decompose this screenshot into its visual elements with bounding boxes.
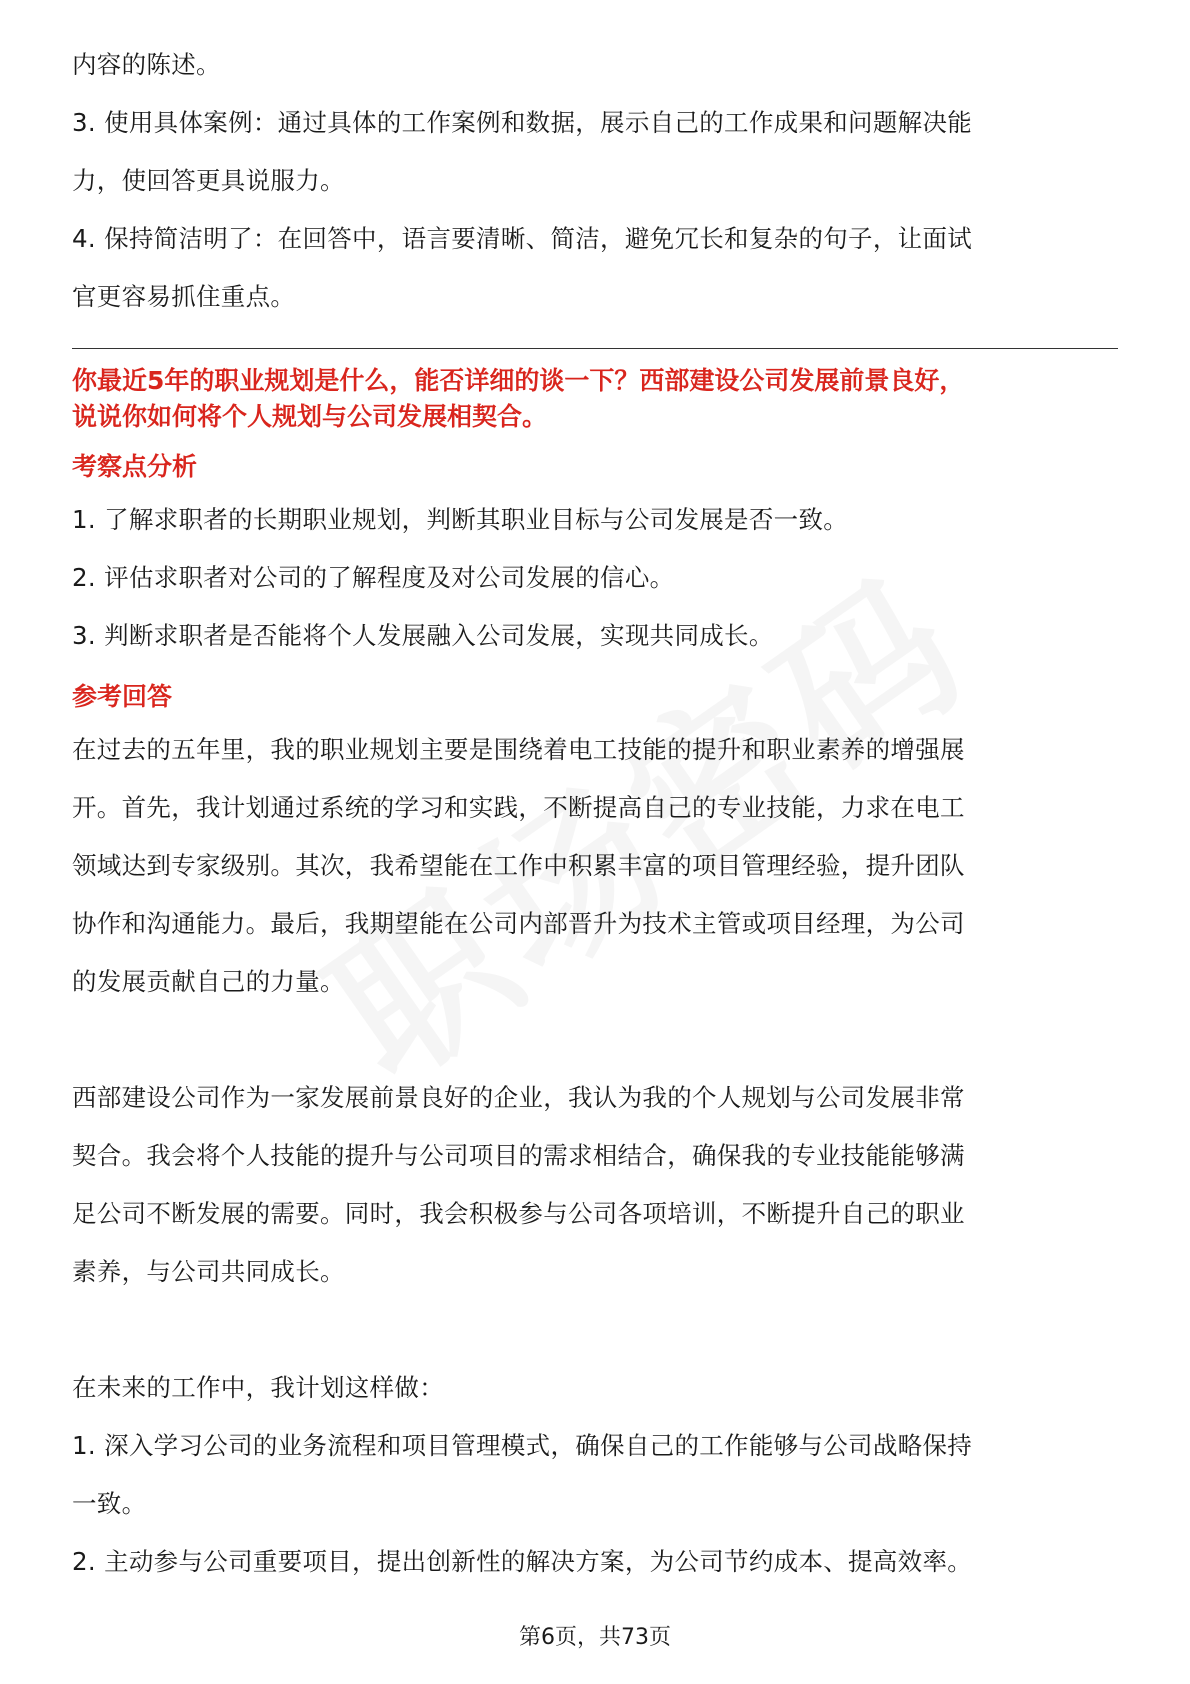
question-line: 说说你如何将个人规划与公司发展相契合。 [72, 402, 548, 431]
text-line: 3. 使用具体案例：通过具体的工作案例和数据，展示自己的工作成果和问题解决能 [72, 108, 973, 137]
text-line: 4. 保持简洁明了：在回答中，语言要清晰、简洁，避免冗长和复杂的句子，让面试 [72, 224, 973, 253]
answer-line: 开。首先，我计划通过系统的学习和实践，不断提高自己的专业技能，力求在电工 [72, 793, 965, 822]
interview-question [72, 363, 1118, 435]
answer-line: 在过去的五年里，我的职业规划主要是围绕着电工技能的提升和职业素养的增强展 [72, 735, 965, 764]
answer-line: 西部建设公司作为一家发展前景良好的企业，我认为我的个人规划与公司发展非常 [72, 1083, 965, 1112]
text-line: 官更容易抓住重点。 [72, 282, 296, 311]
answer-heading: 参考回答 [72, 682, 173, 711]
analysis-item: 1. 了解求职者的长期职业规划，判断其职业目标与公司发展是否一致。 [72, 505, 849, 534]
text-line: 力，使回答更具说服力。 [72, 166, 345, 195]
answer-line: 在未来的工作中，我计划这样做： [72, 1373, 444, 1402]
answer-line: 足公司不断发展的需要。同时，我会积极参与公司各项培训，不断提升自己的职业 [72, 1199, 965, 1228]
answer-line: 领域达到专家级别。其次，我希望能在工作中积累丰富的项目管理经验，提升团队 [72, 851, 965, 880]
analysis-item: 2. 评估求职者对公司的了解程度及对公司发展的信心。 [72, 563, 675, 592]
plan-item: 2. 主动参与公司重要项目，提出创新性的解决方案，为公司节约成本、提高效率。 [72, 1547, 973, 1576]
section-divider [72, 348, 1118, 349]
answer-line: 的发展贡献自己的力量。 [72, 967, 345, 996]
paragraph-gap [72, 1301, 1118, 1359]
text-line: 内容的陈述。 [72, 50, 221, 79]
analysis-heading: 考察点分析 [72, 452, 198, 481]
paragraph-gap [72, 1011, 1118, 1069]
plan-item: 1. 深入学习公司的业务流程和项目管理模式，确保自己的工作能够与公司战略保持 [72, 1431, 973, 1460]
analysis-item: 3. 判断求职者是否能将个人发展融入公司发展，实现共同成长。 [72, 621, 774, 650]
answer-line: 素养，与公司共同成长。 [72, 1257, 345, 1286]
plan-item: 一致。 [72, 1489, 147, 1518]
question-line: 你最近5年的职业规划是什么，能否详细的谈一下？西部建设公司发展前景良好， [72, 366, 965, 395]
answer-line: 契合。我会将个人技能的提升与公司项目的需求相结合，确保我的专业技能能够满 [72, 1141, 965, 1170]
document-page [72, 36, 1118, 1591]
answer-line: 协作和沟通能力。最后，我期望能在公司内部晋升为技术主管或项目经理，为公司 [72, 909, 965, 938]
page-number: 第6页，共73页 [519, 1625, 671, 1650]
